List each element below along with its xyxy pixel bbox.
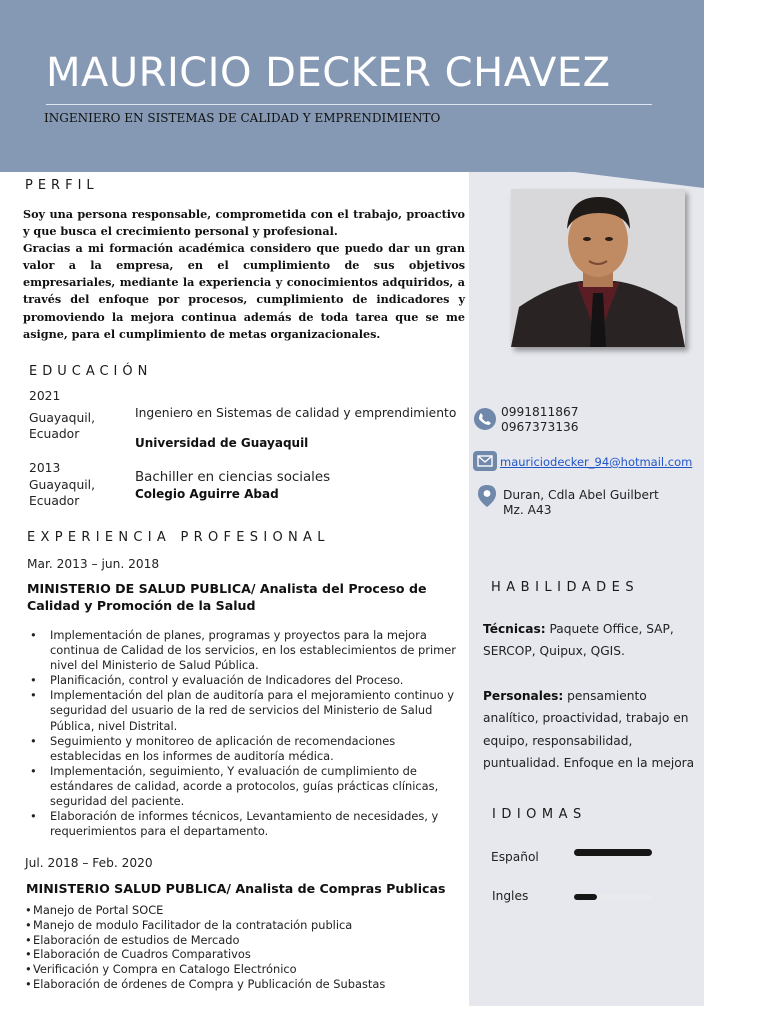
language-level-fill (574, 894, 597, 900)
header-divider (46, 104, 652, 105)
education-school: Colegio Aguirre Abad (135, 487, 279, 501)
list-item: • Implementación del plan de auditoría para el mejoramiento continuo y seguridad del usuario de la red de servicios del Ministerio de Salud Pública, nivel Distrital. (24, 688, 466, 733)
address-line: Duran, Cdla Abel Guilbert (503, 488, 659, 502)
list-item: • Elaboración de informes técnicos, Levantamiento de necesidades, y requerimientos para el departamento. (24, 809, 466, 839)
personal-skills-label: Personales: (483, 689, 564, 703)
list-item: • Verificación y Compra en Catalogo Electrónico (25, 962, 385, 977)
job-duties-list (25, 903, 385, 992)
sidebar-corner-shape (558, 170, 706, 190)
job-organization: MINISTERIO SALUD PUBLICA/ Analista de Compras Publicas (26, 881, 446, 896)
email-icon (473, 451, 497, 471)
languages-heading: IDIOMAS (492, 807, 587, 822)
education-school: Universidad de Guayaquil (135, 436, 309, 450)
language-label: Ingles (492, 889, 529, 903)
technical-skills-text: Paquete Office, SAP, SERCOP, Quipux, QGIS. (483, 622, 674, 659)
language-level-bar (574, 894, 652, 900)
education-year: 2013 (29, 461, 61, 475)
list-item: • Elaboración de órdenes de Compra y Publicación de Subastas (25, 977, 385, 992)
job-organization: MINISTERIO DE SALUD PUBLICA/ Analista del Proceso de Calidad y Promoción de la Salud (27, 581, 427, 613)
language-level-bar (574, 849, 652, 856)
email-link[interactable]: mauriciodecker_94@hotmail.com (500, 455, 693, 469)
list-item: • Implementación, seguimiento, Y evaluación de cumplimiento de estándares de calidad, acorde a protocolos, guías prácticas clínicas, seguridad del paciente. (24, 764, 466, 809)
list-item: • Elaboración de estudios de Mercado (25, 933, 385, 948)
job-dates: Jul. 2018 – Feb. 2020 (25, 856, 153, 870)
job-dates: Mar. 2013 – jun. 2018 (27, 557, 160, 571)
personal-skills-text: pensamiento analítico, proactividad, trabajo en equipo, responsabilidad, puntualidad. Enfoque en la mejora (483, 689, 695, 771)
technical-skills-label: Técnicas: (483, 622, 546, 636)
address-line: Mz. A43 (503, 503, 552, 517)
education-heading: EDUCACIÓN (29, 364, 153, 379)
perfil-summary (23, 206, 465, 343)
list-item: • Implementación de planes, programas y proyectos para la mejora continua de Calidad de los servicios, en los establecimientos de primer nivel del Ministerio de Salud Pública. (24, 628, 466, 673)
phone-number[interactable]: 0991811867 (501, 405, 579, 419)
perfil-paragraph: Soy una persona responsable, comprometida con el trabajo, proactivo y que busca el crecimiento personal y profesional. (23, 207, 465, 239)
phone-icon (474, 408, 496, 430)
job-duties-list (24, 628, 466, 839)
education-degree: Ingeniero en Sistemas de calidad y emprendimiento (135, 406, 457, 420)
perfil-paragraph: Gracias a mi formación académica considero que puedo dar un gran valor a la empresa, en el cumplimiento de sus objetivos empresariales, mediante la experiencia y conocimientos adquiridos, a través del enfoque por procesos, cumplimiento de indicadores y promoviendo la mejora continua además de toda tarea que se me asigne, para el cumplimiento de metas organizacionales. (23, 241, 465, 341)
location-icon (476, 484, 498, 508)
perfil-heading: PERFIL (25, 178, 99, 193)
phone-number[interactable]: 0967373136 (501, 420, 579, 434)
profile-photo (511, 189, 685, 347)
education-place: Guayaquil, Ecuador (29, 411, 96, 441)
education-degree: Bachiller en ciencias sociales (135, 470, 331, 485)
experience-heading: EXPERIENCIA PROFESIONAL (27, 530, 330, 545)
education-year: 2021 (29, 389, 61, 403)
candidate-title: INGENIERO EN SISTEMAS DE CALIDAD Y EMPRENDIMIENTO (44, 111, 441, 125)
list-item: • Planificación, control y evaluación de Indicadores del Proceso. (24, 673, 466, 688)
technical-skills (483, 618, 698, 663)
skills-heading: HABILIDADES (491, 580, 640, 595)
personal-skills (483, 685, 698, 775)
list-item: • Seguimiento y monitoreo de aplicación de recomendaciones establecidas en los informes de auditoría médica. (24, 734, 466, 764)
list-item: • Manejo de Portal SOCE (25, 903, 385, 918)
list-item: • Manejo de modulo Facilitador de la contratación publica (25, 918, 385, 933)
education-place: Guayaquil, Ecuador (29, 478, 96, 508)
language-level-fill (574, 849, 652, 856)
language-label: Español (491, 850, 539, 864)
candidate-name: MAURICIO DECKER CHAVEZ (46, 50, 611, 96)
list-item: • Elaboración de Cuadros Comparativos (25, 947, 385, 962)
